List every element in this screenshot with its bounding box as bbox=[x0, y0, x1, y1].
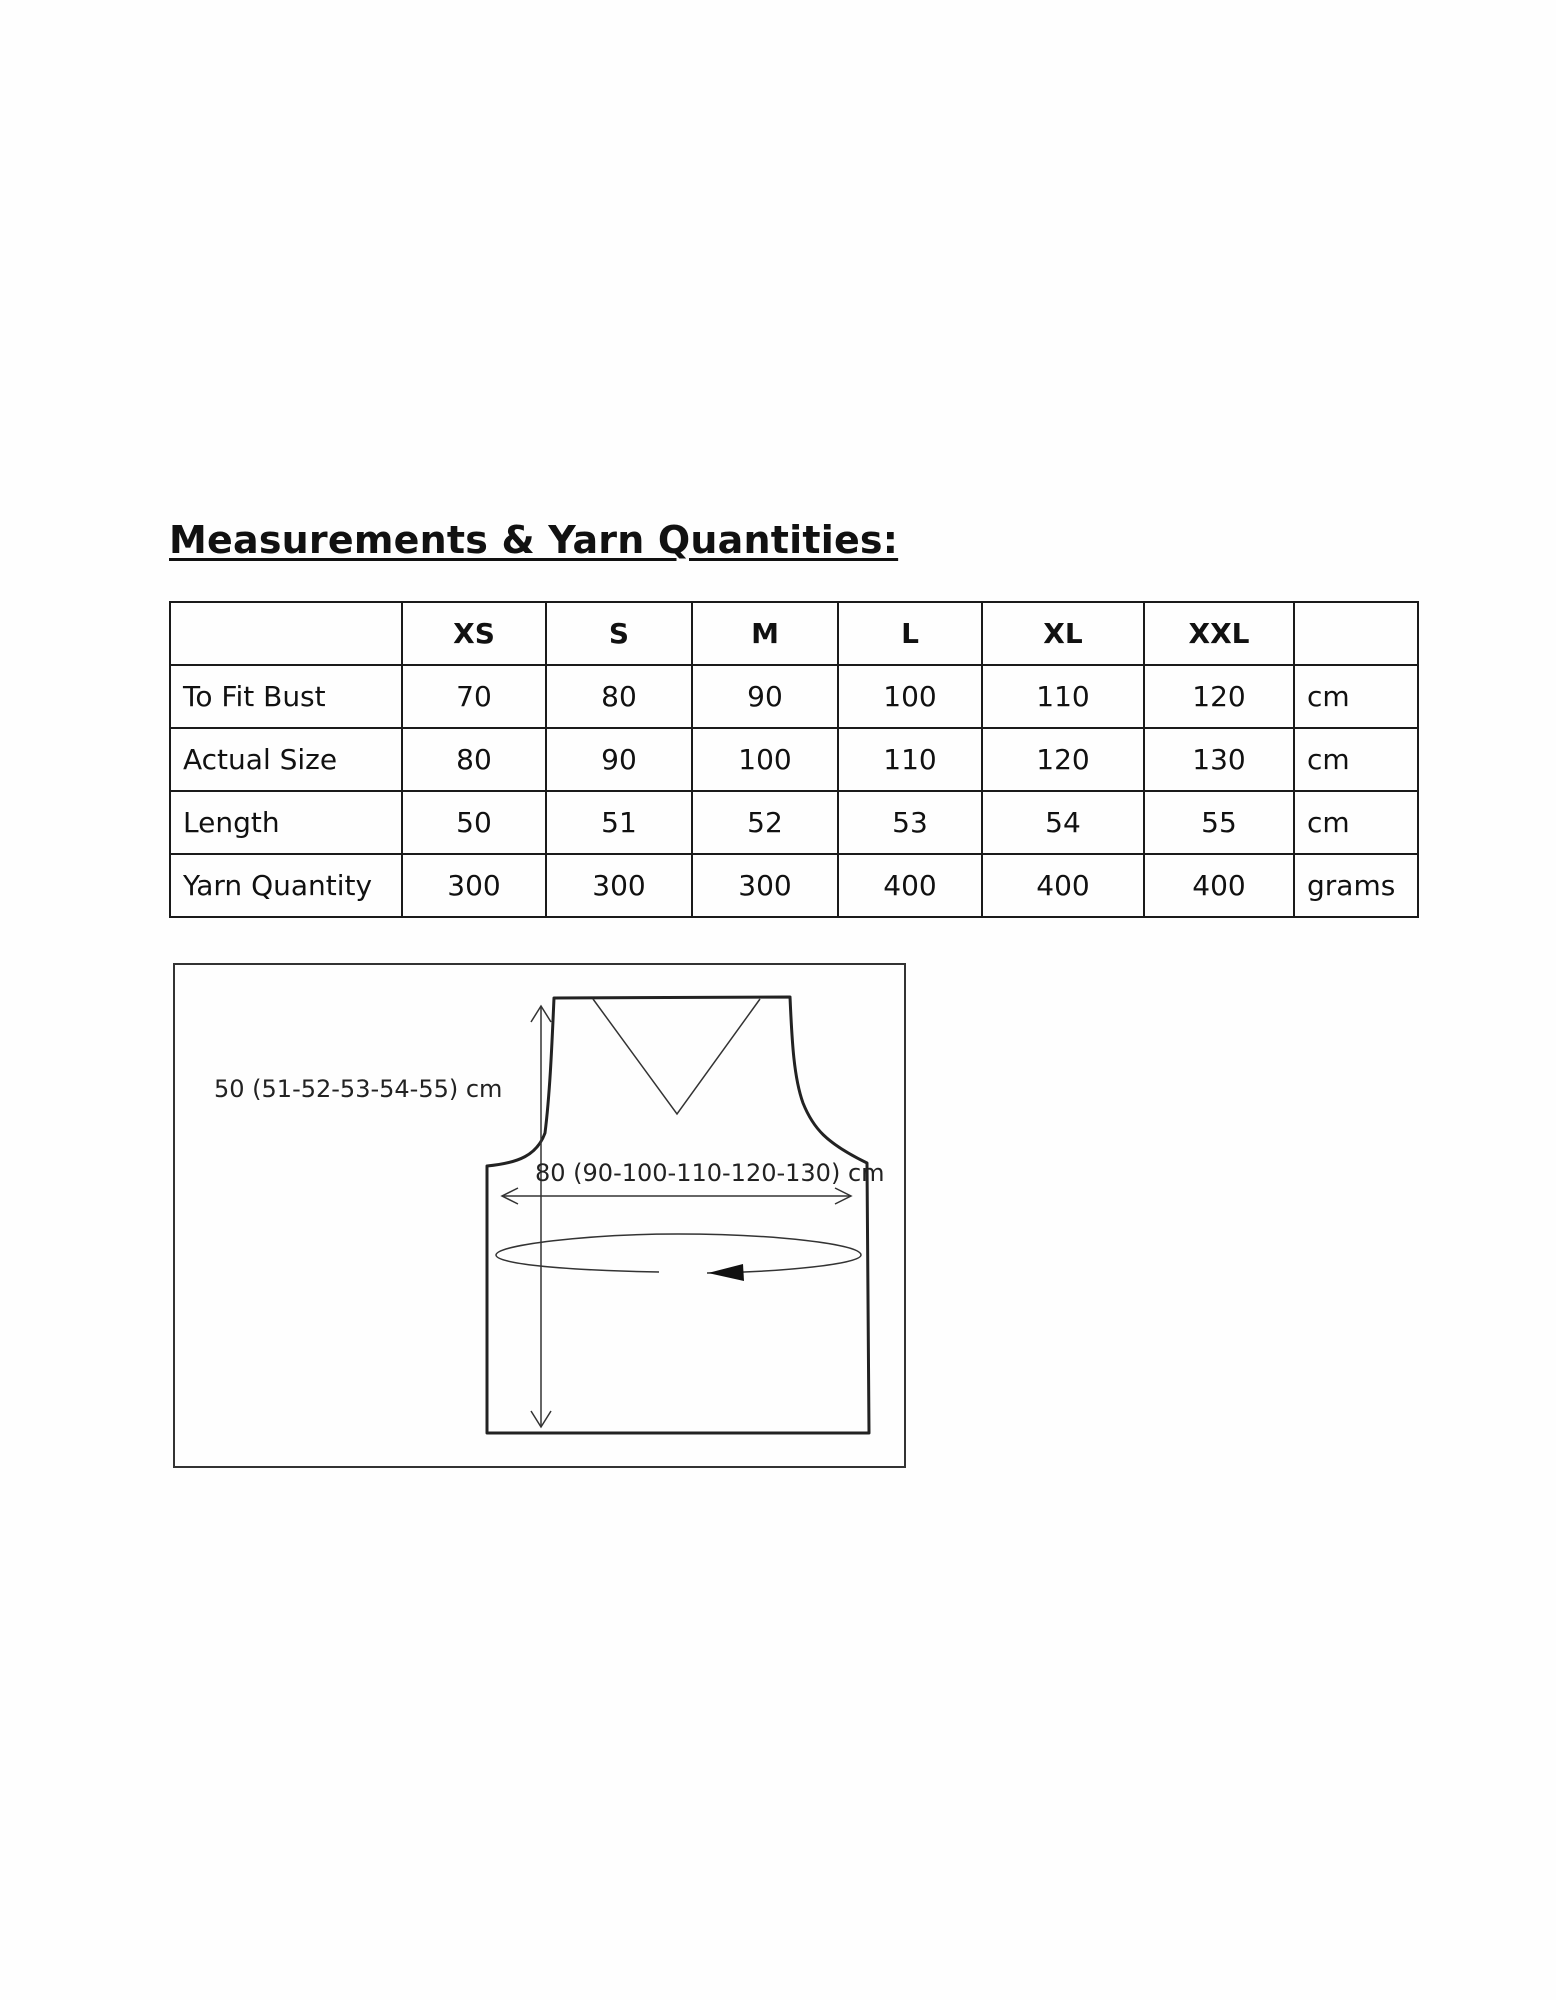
table-cell: 400 bbox=[1144, 854, 1294, 917]
table-cell: 110 bbox=[838, 728, 982, 791]
table-row bbox=[170, 728, 1418, 791]
circumference-arrow-icon bbox=[496, 1234, 861, 1281]
table-cell: 400 bbox=[982, 854, 1144, 917]
table-cell: 110 bbox=[982, 665, 1144, 728]
header-size-m: M bbox=[692, 602, 838, 665]
garment-diagram-svg bbox=[173, 963, 906, 1469]
length-arrow-icon bbox=[531, 1006, 551, 1427]
header-size-xs: XS bbox=[402, 602, 546, 665]
table-cell: 300 bbox=[692, 854, 838, 917]
table-cell: 80 bbox=[546, 665, 692, 728]
header-blank bbox=[170, 602, 402, 665]
row-unit: cm bbox=[1294, 665, 1418, 728]
header-unit bbox=[1294, 602, 1418, 665]
table-cell: 70 bbox=[402, 665, 546, 728]
width-label: 80 (90-100-110-120-130) cm bbox=[535, 1159, 885, 1187]
table-cell: 50 bbox=[402, 791, 546, 854]
table-cell: 400 bbox=[838, 854, 982, 917]
table-cell: 100 bbox=[692, 728, 838, 791]
measurements-table bbox=[169, 601, 1419, 918]
row-label: To Fit Bust bbox=[170, 665, 402, 728]
v-neck-line bbox=[593, 999, 760, 1114]
diagram-frame bbox=[174, 964, 905, 1467]
row-label: Actual Size bbox=[170, 728, 402, 791]
row-unit: cm bbox=[1294, 791, 1418, 854]
header-size-l: L bbox=[838, 602, 982, 665]
table-header-row bbox=[170, 602, 1418, 665]
table-cell: 53 bbox=[838, 791, 982, 854]
table-cell: 120 bbox=[982, 728, 1144, 791]
vest-outline bbox=[487, 997, 869, 1433]
table-cell: 300 bbox=[402, 854, 546, 917]
row-unit: grams bbox=[1294, 854, 1418, 917]
header-size-xxl: XXL bbox=[1144, 602, 1294, 665]
table-cell: 100 bbox=[838, 665, 982, 728]
table-cell: 51 bbox=[546, 791, 692, 854]
page-title: Measurements & Yarn Quantities: bbox=[169, 518, 899, 562]
header-size-xl: XL bbox=[982, 602, 1144, 665]
table-cell: 52 bbox=[692, 791, 838, 854]
table-cell: 300 bbox=[546, 854, 692, 917]
table-cell: 90 bbox=[546, 728, 692, 791]
length-label: 50 (51-52-53-54-55) cm bbox=[214, 1075, 503, 1103]
table-cell: 130 bbox=[1144, 728, 1294, 791]
table-cell: 54 bbox=[982, 791, 1144, 854]
row-label: Length bbox=[170, 791, 402, 854]
garment-diagram bbox=[173, 963, 906, 1473]
header-size-s: S bbox=[546, 602, 692, 665]
table-cell: 55 bbox=[1144, 791, 1294, 854]
row-unit: cm bbox=[1294, 728, 1418, 791]
table-row bbox=[170, 791, 1418, 854]
table-row bbox=[170, 854, 1418, 917]
table-cell: 120 bbox=[1144, 665, 1294, 728]
table-row bbox=[170, 665, 1418, 728]
table-cell: 90 bbox=[692, 665, 838, 728]
table-cell: 80 bbox=[402, 728, 546, 791]
row-label: Yarn Quantity bbox=[170, 854, 402, 917]
width-arrow-icon bbox=[502, 1188, 851, 1204]
